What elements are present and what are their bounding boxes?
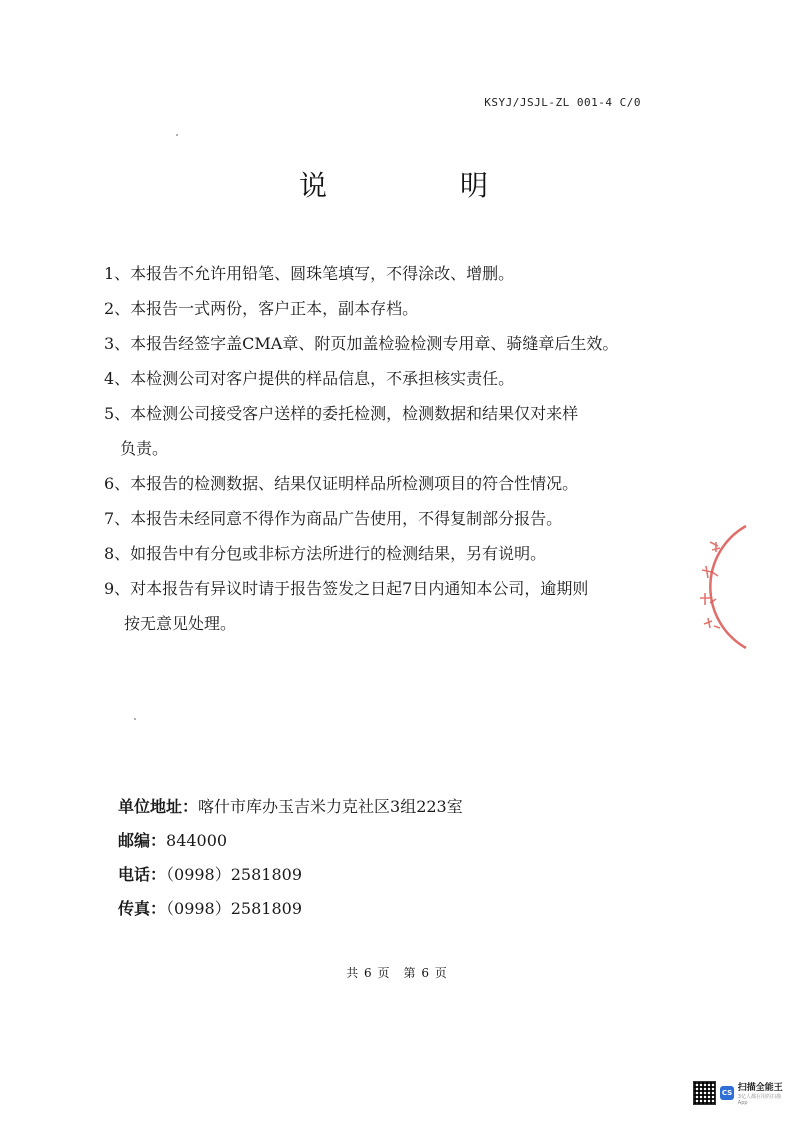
document-code: KSYJ/JSJL-ZL 001-4 C/0	[484, 96, 641, 109]
phone-row	[118, 858, 463, 892]
address-label: 单位地址：	[118, 797, 199, 816]
list-item	[104, 536, 664, 571]
scanner-watermark	[693, 1078, 789, 1108]
postcode-row	[118, 824, 463, 858]
phone-label: 电话：	[118, 865, 167, 884]
item-text: 3、本报告经签字盖CMA章、附页加盖检验检测专用章、骑缝章后生效。	[104, 334, 619, 353]
qr-code-icon	[693, 1081, 716, 1105]
list-item	[104, 326, 664, 361]
contact-block	[118, 790, 463, 926]
fax-row	[118, 892, 463, 926]
camscanner-logo-icon: CS	[720, 1086, 734, 1100]
list-item	[104, 571, 664, 641]
list-item	[104, 361, 664, 396]
list-item	[104, 291, 664, 326]
item-continuation: 负责。	[120, 439, 169, 458]
postcode-label: 邮编：	[118, 831, 167, 850]
item-text: 2、本报告一式两份，客户正本，副本存档。	[104, 299, 419, 318]
list-item	[104, 501, 664, 536]
postcode-value: 844000	[166, 831, 228, 850]
item-continuation: 按无意见处理。	[124, 614, 237, 633]
list-item	[104, 396, 664, 466]
item-text: 9、对本报告有异议时请于报告签发之日起7日内通知本公司，逾期则	[104, 579, 589, 598]
phone-value: （0998）2581809	[166, 865, 302, 884]
item-text: 1、本报告不允许用铅笔、圆珠笔填写，不得涂改、增删。	[104, 264, 515, 283]
page-title: 说 明	[299, 169, 550, 202]
list-item	[104, 256, 664, 291]
item-text: 4、本检测公司对客户提供的样品信息，不承担核实责任。	[104, 369, 515, 388]
instructions-list	[104, 256, 664, 641]
item-text: 8、如报告中有分包或非标方法所进行的检测结果，另有说明。	[104, 544, 547, 563]
scan-speck	[134, 718, 136, 720]
page-footer	[0, 964, 793, 981]
seam-stamp	[688, 522, 748, 652]
fax-label: 传真：	[118, 899, 167, 918]
scanner-slogan: 3亿人都在用的扫描App	[737, 1094, 781, 1106]
address-value: 喀什市库办玉吉米力克社区3组223室	[198, 797, 463, 816]
scan-speck	[176, 134, 178, 136]
address-row	[118, 790, 463, 824]
item-text: 7、本报告未经同意不得作为商品广告使用，不得复制部分报告。	[104, 509, 563, 528]
item-text: 6、本报告的检测数据、结果仅证明样品所检测项目的符合性情况。	[104, 474, 579, 493]
scanner-app-name: 扫描全能王	[737, 1083, 783, 1093]
page-total: 共 6 页	[346, 966, 390, 980]
fax-value: （0998）2581809	[166, 899, 302, 918]
page-current: 第 6 页	[403, 966, 447, 980]
item-text: 5、本检测公司接受客户送样的委托检测，检测数据和结果仅对来样	[104, 404, 579, 423]
list-item	[104, 466, 664, 501]
